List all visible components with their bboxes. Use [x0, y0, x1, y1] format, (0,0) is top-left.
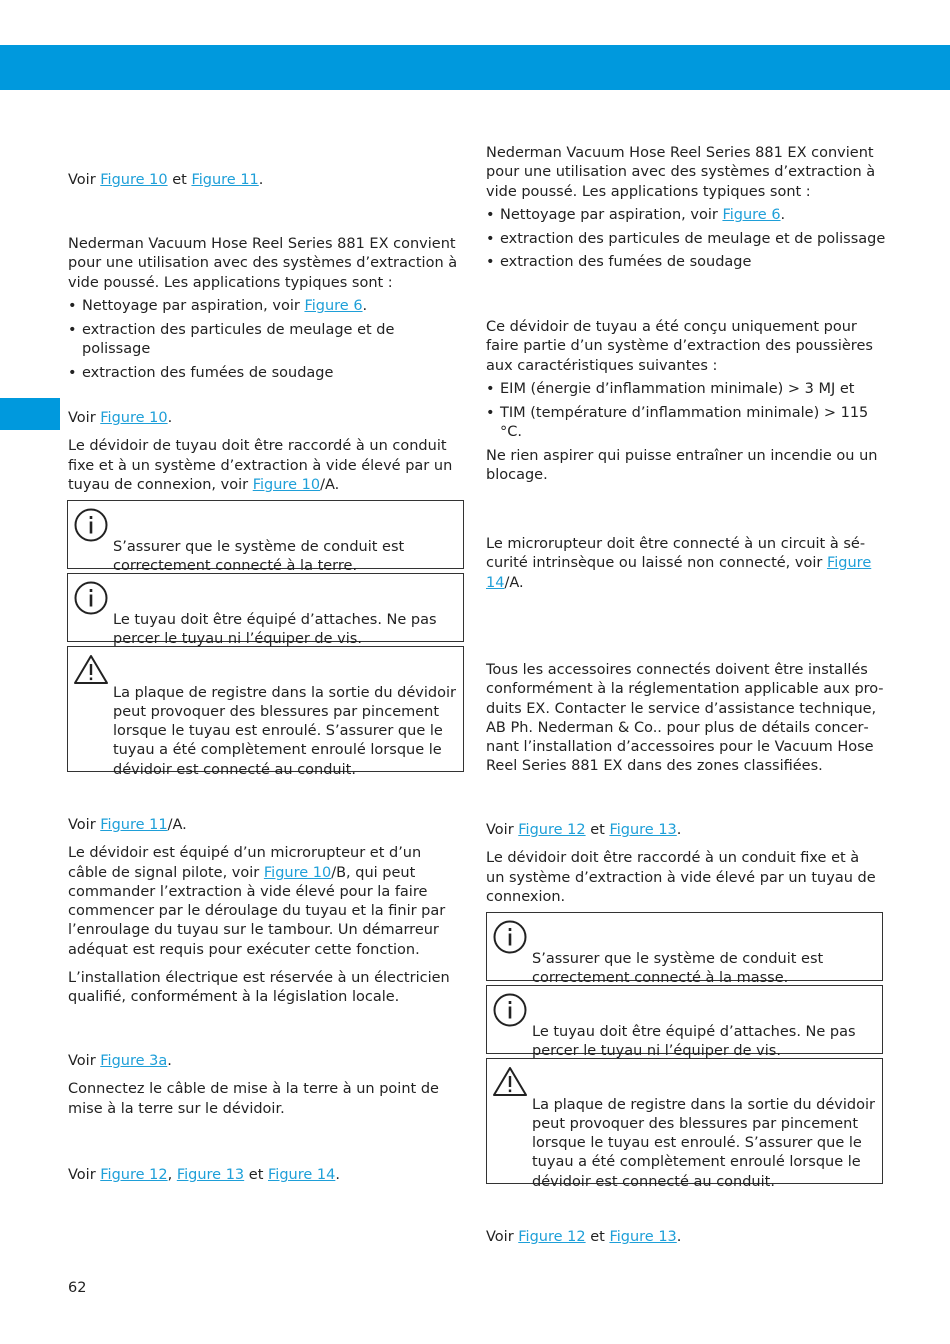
text: Voir [68, 817, 101, 833]
applications-intro: Nederman Vacuum Hose Reel Series 881 EX convient pour une utilisation avec des systèmes d’extraction à vide poussé. Les applications typiques sont : [68, 236, 458, 291]
text: Le dévidoir est équipé d’un microrupteur et d’un câble de signal pilote, voir [68, 845, 422, 881]
link-figure-13[interactable]: Figure 13 [176, 1167, 245, 1183]
left-microswitch-section [68, 816, 464, 1008]
link-figure-14[interactable]: Figure 14 [486, 555, 872, 591]
text: /A. [504, 574, 524, 591]
link-figure-11[interactable]: Figure 11 [191, 172, 259, 188]
list-item: • extraction des fumées de soudage [486, 253, 886, 272]
text: . [335, 1167, 340, 1183]
text: Le microrupteur doit être connecté à un circuit à sécurité intrinsèque ou laissé non connecté, voir [486, 536, 866, 572]
link-figure-14[interactable]: Figure 14 [268, 1167, 336, 1183]
info-icon [73, 581, 109, 615]
text: Voir [68, 410, 101, 426]
link-figure-10[interactable]: Figure 10 [100, 172, 168, 188]
accessories-paragraph: Tous les accessoires connectés doivent être installés conformément à la réglementation applicable aux produits EX. Contacter le service d’assistance technique, AB Ph. Nederman & Co.. pour plus de détails concernant l’installation d’accessoires pour le Vacuum Hose Reel Series 881 EX dans des zones classifiées. [486, 662, 884, 775]
text: et [167, 172, 192, 188]
applications-intro: Nederman Vacuum Hose Reel Series 881 EX convient pour une utilisation avec des systèmes d’extraction à vide poussé. Les applications typiques sont : [486, 145, 876, 200]
right-accessories-section [486, 661, 884, 777]
warning-icon [73, 653, 109, 687]
text: /A. [320, 476, 340, 493]
info-notice-earthing [67, 500, 464, 574]
warning-notice-damper-plate [486, 1058, 883, 1190]
link-figure-6[interactable]: Figure 6 [304, 297, 363, 314]
notice-text: S’assurer que le système de conduit est correctement connecté à la masse. [532, 950, 824, 986]
right-dust-characteristics-section [486, 318, 882, 485]
text: . [676, 1229, 682, 1245]
right-connection-section [486, 821, 882, 907]
info-notice-hose-clamps [486, 985, 883, 1059]
text: /A. [167, 817, 187, 833]
notice-text: Le tuyau doit être équipé d’attaches. Ne pas percer le tuyau ni l’équiper de vis. [113, 611, 437, 647]
text: . [780, 206, 786, 223]
right-microswitch-section [486, 535, 882, 593]
link-figure-12[interactable]: Figure 12 [518, 822, 586, 838]
text: et [585, 1229, 610, 1245]
text: Le dévidoir de tuyau doit être raccordé à un conduit fixe et à un système d’extraction à vide élevé par un tuyau de connexion, voir [68, 438, 453, 493]
list-item: • EIM (énergie d’inflammation minimale) > 3 MJ et [486, 380, 882, 399]
left-ref-figures-10-11 [68, 171, 464, 190]
link-figure-10[interactable]: Figure 10 [252, 476, 321, 493]
link-figure-11[interactable]: Figure 11 [100, 817, 168, 833]
text: , [167, 1167, 177, 1183]
connection-paragraph: Le dévidoir doit être raccordé à un conduit fixe et à un système d’extraction à vide élevé par un tuyau de connexion. [486, 850, 876, 905]
link-figure-13[interactable]: Figure 13 [609, 822, 677, 838]
warning-icon [492, 1065, 528, 1099]
info-icon [492, 920, 528, 954]
text: Voir [486, 1229, 519, 1245]
text: Nettoyage par aspiration, voir [82, 297, 305, 314]
header-band [0, 45, 950, 90]
no-ignition-paragraph: Ne rien aspirer qui puisse entraîner un incendie ou un blocage. [486, 447, 878, 484]
text: . [676, 822, 682, 838]
electrician-paragraph: L’installation électrique est réservée à un électricien qualifié, conformément à la législation locale. [68, 970, 450, 1006]
chapter-tab-marker [0, 398, 60, 430]
list-item: • TIM (température d’inflammation minimale) > 115 °C. [486, 404, 882, 443]
left-earthing-section [68, 1052, 464, 1119]
earthing-paragraph: Connectez le câble de mise à la terre à un point de mise à la terre sur le dévidoir. [68, 1081, 439, 1117]
text: Voir [68, 172, 101, 188]
info-notice-hose-clamps [67, 573, 464, 647]
characteristics-intro: Ce dévidoir de tuyau a été conçu uniquement pour faire partie d’un système d’extraction des poussières aux caractéristiques suivantes : [486, 319, 873, 374]
text: et [244, 1167, 268, 1183]
notice-text: S’assurer que le système de conduit est correctement connecté à la terre. [113, 538, 405, 574]
right-applications-section [486, 144, 886, 277]
applications-list [68, 297, 464, 383]
link-figure-6[interactable]: Figure 6 [722, 206, 781, 223]
text: . [167, 410, 173, 426]
notice-text: Le tuyau doit être équipé d’attaches. Ne pas percer le tuyau ni l’équiper de vis. [532, 1023, 856, 1059]
right-ref-figures-12-13 [486, 1228, 882, 1247]
microswitch-paragraph [68, 844, 464, 960]
list-item [486, 206, 886, 225]
list-item: • extraction des particules de meulage et de polissage [486, 230, 886, 249]
text: Voir [486, 822, 519, 838]
link-figure-12[interactable]: Figure 12 [100, 1167, 168, 1183]
left-applications-section [68, 235, 464, 388]
text: /B, qui peut commander l’extraction à vide élevé pour la faire commencer par le déroulage du tuyau et la finir par l’enroulage du tuyau sur le tambour. Un démarreur adéquat est requis pour exécuter cette fonction. [68, 864, 446, 958]
page-number: 62 [68, 1280, 87, 1296]
characteristics-list [486, 380, 882, 442]
text: Voir [68, 1167, 101, 1183]
link-figure-10[interactable]: Figure 10 [263, 864, 332, 881]
notice-text: La plaque de registre dans la sortie du dévidoir peut provoquer des blessures par pincement lorsque le tuyau est enroulé. S’assurer que le tuyau a été complètement enroulé lorsque le dévidoir est connecté au conduit. [113, 684, 456, 778]
link-figure-10[interactable]: Figure 10 [100, 410, 168, 426]
warning-notice-damper-plate [67, 646, 464, 778]
link-figure-3a[interactable]: Figure 3a [100, 1053, 168, 1069]
applications-list [486, 206, 886, 273]
notice-text: La plaque de registre dans la sortie du dévidoir peut provoquer des blessures par pincement lorsque le tuyau est enroulé. S’assurer que le tuyau a été complètement enroulé lorsque le dévidoir est connecté au conduit. [532, 1096, 875, 1190]
link-figure-13[interactable]: Figure 13 [609, 1229, 677, 1245]
text: . [167, 1053, 172, 1069]
text: et [585, 822, 610, 838]
text: . [258, 172, 264, 188]
left-ref-figures-12-14 [68, 1166, 464, 1185]
info-notice-grounding [486, 912, 883, 986]
text: Nettoyage par aspiration, voir [500, 206, 723, 223]
list-item: • extraction des fumées de soudage [68, 364, 464, 383]
list-item [68, 297, 464, 316]
list-item: • extraction des particules de meulage et de polissage [68, 321, 464, 360]
link-figure-12[interactable]: Figure 12 [518, 1229, 586, 1245]
text: Voir [68, 1053, 101, 1069]
info-icon [73, 508, 109, 542]
connection-paragraph [68, 437, 464, 495]
left-connection-section [68, 409, 464, 495]
info-icon [492, 993, 528, 1027]
text: . [362, 297, 368, 314]
